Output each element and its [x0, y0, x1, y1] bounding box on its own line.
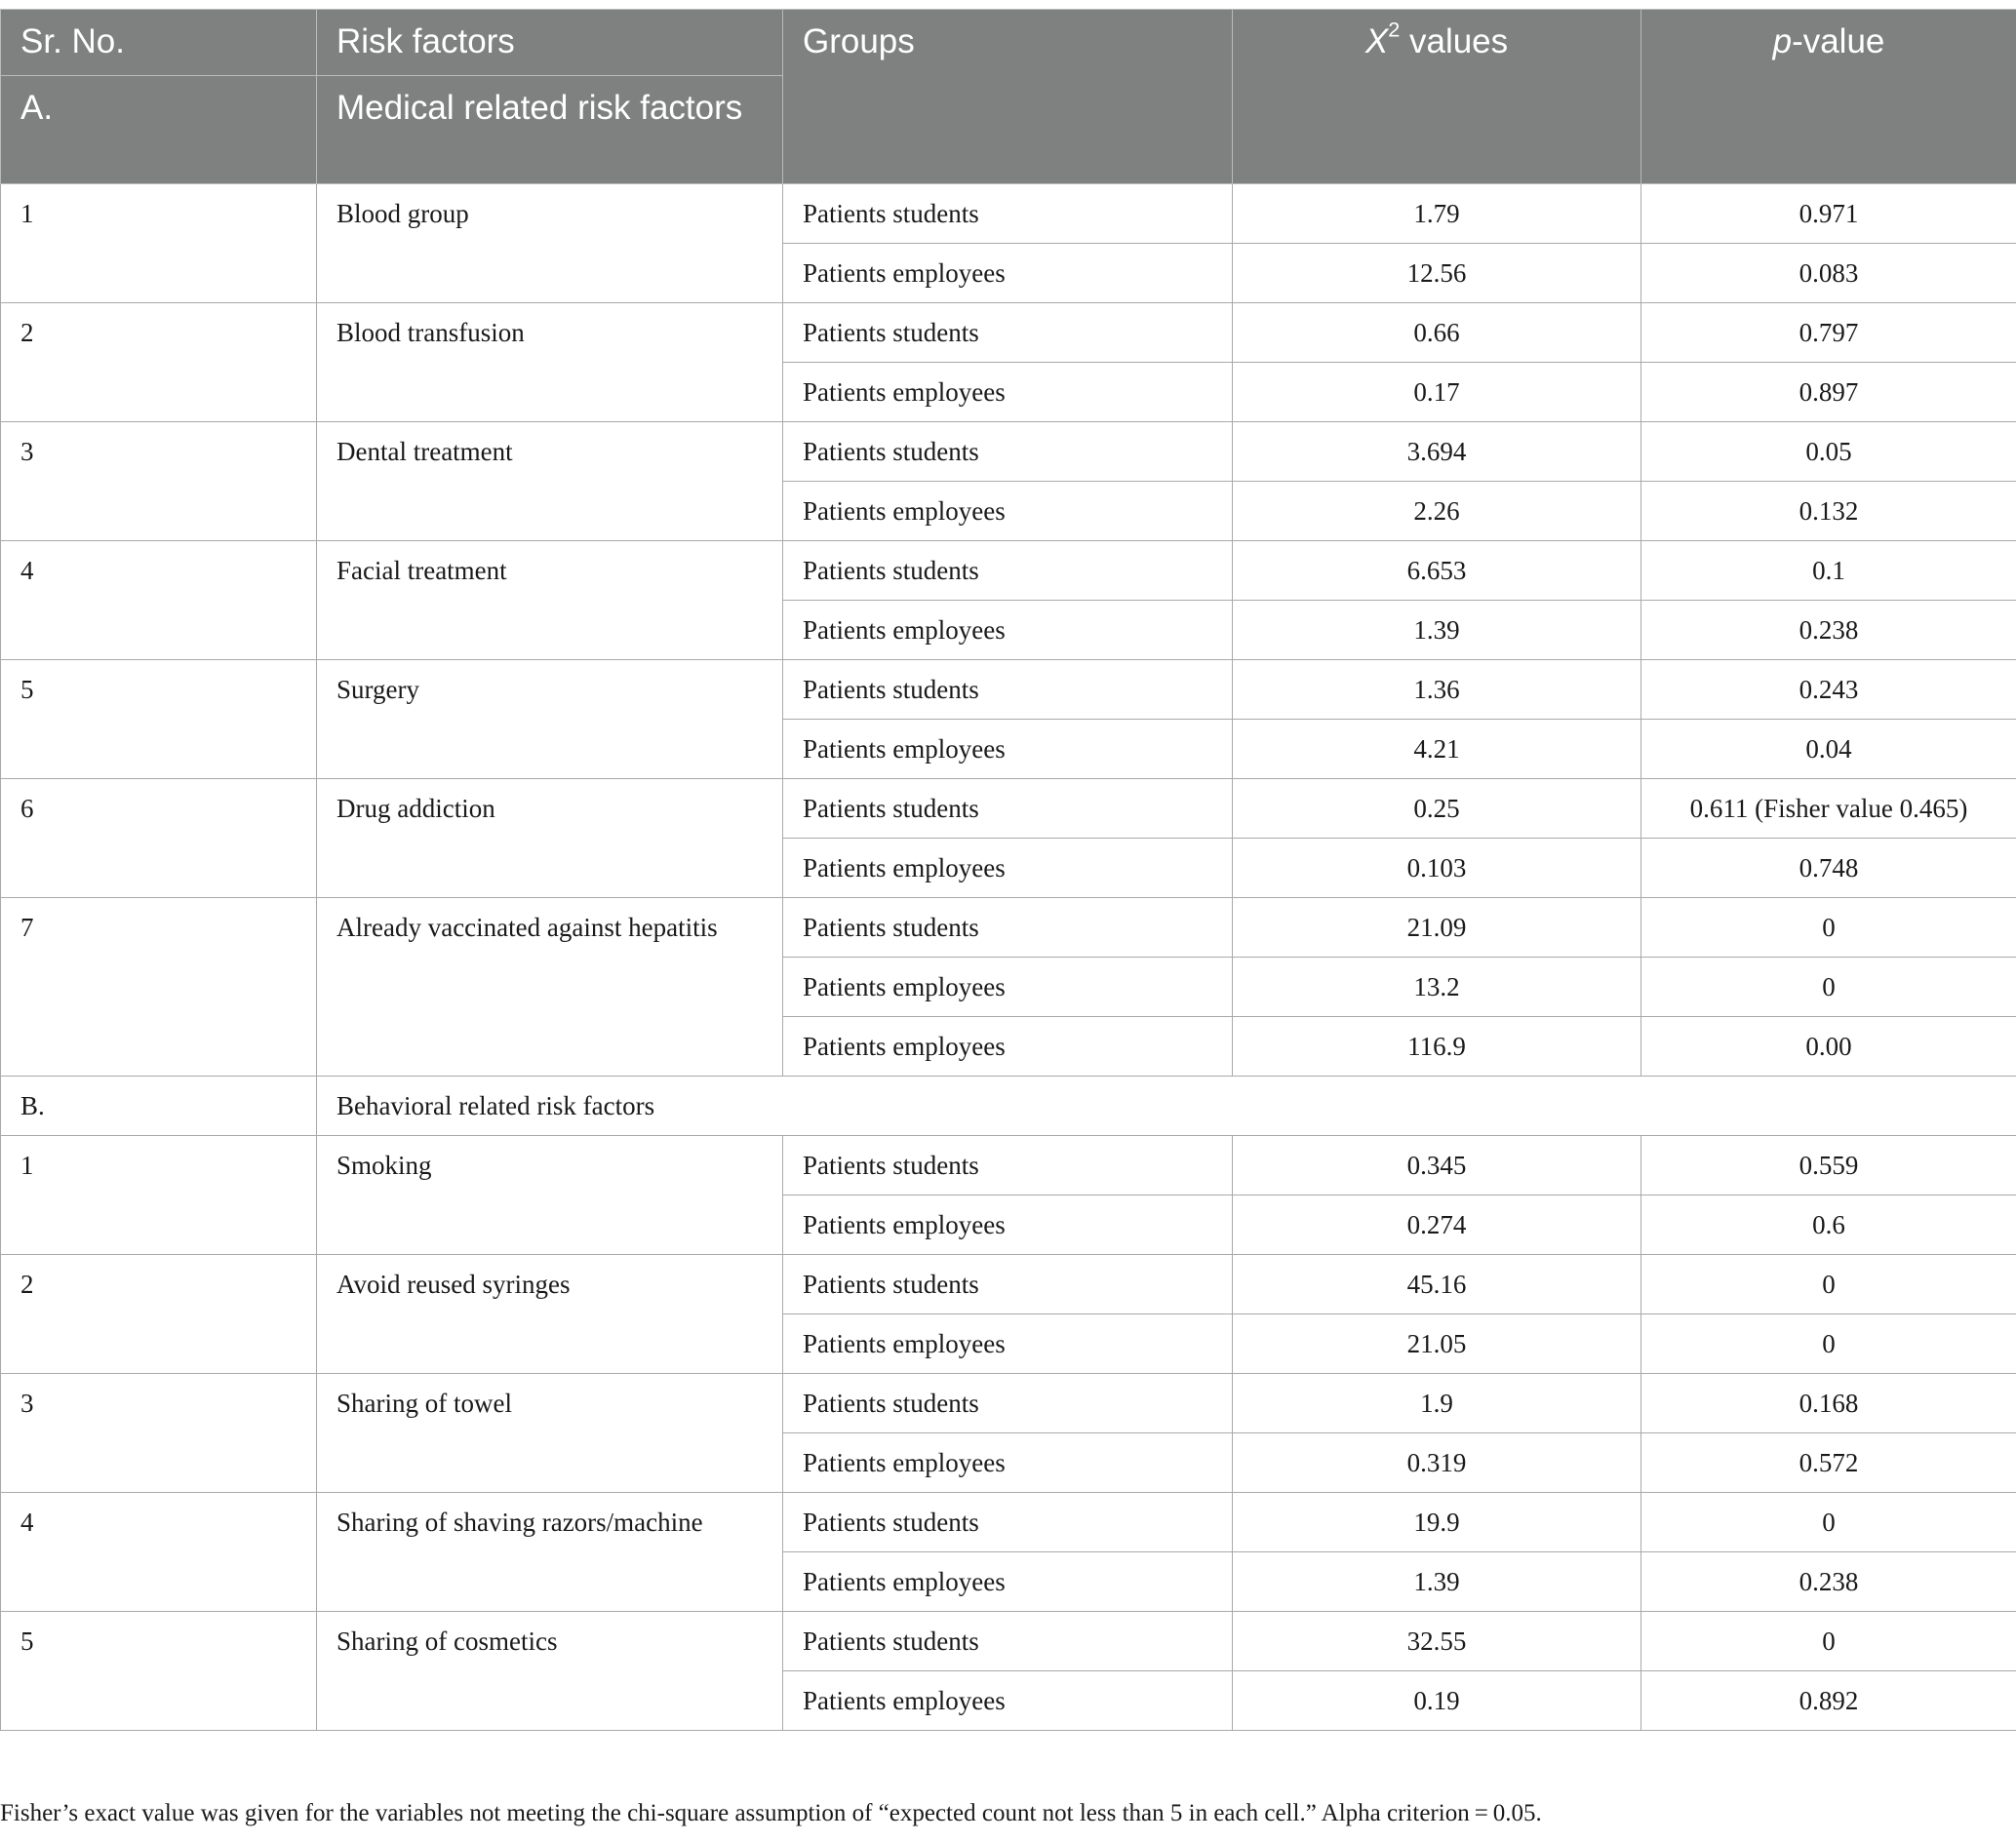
x2-value-cell: 0.319	[1233, 1433, 1641, 1493]
group-cell: Patients employees	[783, 1314, 1233, 1374]
section-b-id: B.	[1, 1077, 317, 1136]
x2-value-cell: 116.9	[1233, 1017, 1641, 1077]
risk-factor-cell: Avoid reused syringes	[317, 1255, 783, 1374]
p-value-cell: 0.238	[1641, 1552, 2016, 1612]
x2-value-cell: 1.39	[1233, 1552, 1641, 1612]
x2-value-cell: 19.9	[1233, 1493, 1641, 1552]
p-value-cell: 0.168	[1641, 1374, 2016, 1433]
group-cell: Patients students	[783, 1136, 1233, 1195]
group-cell: Patients employees	[783, 1552, 1233, 1612]
table-row	[1, 1374, 2016, 1433]
p-value-cell: 0.243	[1641, 660, 2016, 720]
x2-value-cell: 0.66	[1233, 303, 1641, 363]
x2-value-cell: 6.653	[1233, 541, 1641, 601]
x2-value-cell: 0.103	[1233, 839, 1641, 898]
x2-value-cell: 0.19	[1233, 1671, 1641, 1731]
p-value-cell: 0	[1641, 1314, 2016, 1374]
x2-value-cell: 2.26	[1233, 482, 1641, 541]
x2-value-cell: 21.05	[1233, 1314, 1641, 1374]
group-cell: Patients employees	[783, 1671, 1233, 1731]
p-value-cell: 0.083	[1641, 244, 2016, 303]
table-row	[1, 184, 2016, 244]
risk-factor-cell: Facial treatment	[317, 541, 783, 660]
group-cell: Patients employees	[783, 839, 1233, 898]
risk-factor-cell: Blood group	[317, 184, 783, 303]
row-number: 3	[1, 422, 317, 541]
p-value-cell: 0.611 (Fisher value 0.465)	[1641, 779, 2016, 839]
p-value-cell: 0.897	[1641, 363, 2016, 422]
table-row	[1, 779, 2016, 839]
group-cell: Patients employees	[783, 720, 1233, 779]
p-value-cell: 0.559	[1641, 1136, 2016, 1195]
x2-value-cell: 21.09	[1233, 898, 1641, 958]
col-header-groups: Groups	[783, 10, 1233, 184]
group-cell: Patients students	[783, 898, 1233, 958]
x2-value-cell: 4.21	[1233, 720, 1641, 779]
row-number: 4	[1, 541, 317, 660]
row-number: 2	[1, 1255, 317, 1374]
table-row	[1, 1612, 2016, 1671]
row-number: 7	[1, 898, 317, 1077]
x2-value-cell: 0.25	[1233, 779, 1641, 839]
p-symbol: p	[1772, 22, 1793, 60]
x2-value-cell: 0.345	[1233, 1136, 1641, 1195]
group-cell: Patients employees	[783, 1017, 1233, 1077]
x2-value-cell: 0.17	[1233, 363, 1641, 422]
p-value-cell: 0	[1641, 1612, 2016, 1671]
x2-value-cell: 1.9	[1233, 1374, 1641, 1433]
table-row	[1, 1136, 2016, 1195]
x2-value-cell: 45.16	[1233, 1255, 1641, 1314]
row-number: 2	[1, 303, 317, 422]
group-cell: Patients students	[783, 1612, 1233, 1671]
risk-factor-cell: Blood transfusion	[317, 303, 783, 422]
p-value-cell: 0.971	[1641, 184, 2016, 244]
p-value-cell: 0.748	[1641, 839, 2016, 898]
risk-factor-cell: Dental treatment	[317, 422, 783, 541]
row-number: 4	[1, 1493, 317, 1612]
risk-factor-cell: Smoking	[317, 1136, 783, 1255]
x2-value-cell: 32.55	[1233, 1612, 1641, 1671]
group-cell: Patients students	[783, 303, 1233, 363]
table-header	[1, 10, 2016, 184]
col-header-sr-no: Sr. No.	[1, 10, 317, 76]
p-value-cell: 0	[1641, 898, 2016, 958]
row-number: 1	[1, 184, 317, 303]
group-cell: Patients students	[783, 660, 1233, 720]
p-value-cell: 0.04	[1641, 720, 2016, 779]
row-number: 6	[1, 779, 317, 898]
x2-value-cell: 3.694	[1233, 422, 1641, 482]
x2-value-cell: 1.79	[1233, 184, 1641, 244]
p-value-cell: 0.572	[1641, 1433, 2016, 1493]
table-row	[1, 422, 2016, 482]
col-header-risk-factors: Risk factors	[317, 10, 783, 76]
x2-value-cell: 1.39	[1233, 601, 1641, 660]
section-a-body	[1, 184, 2016, 1077]
section-a-title: Medical related risk factors	[317, 76, 783, 184]
group-cell: Patients employees	[783, 601, 1233, 660]
col-header-x2-values	[1233, 10, 1641, 184]
group-cell: Patients students	[783, 541, 1233, 601]
x2-value-cell: 1.36	[1233, 660, 1641, 720]
group-cell: Patients employees	[783, 244, 1233, 303]
group-cell: Patients employees	[783, 482, 1233, 541]
group-cell: Patients employees	[783, 1433, 1233, 1493]
x2-value-cell: 13.2	[1233, 958, 1641, 1017]
group-cell: Patients students	[783, 184, 1233, 244]
p-value-cell: 0.6	[1641, 1195, 2016, 1255]
group-cell: Patients employees	[783, 958, 1233, 1017]
p-value-cell: 0	[1641, 958, 2016, 1017]
section-b-row	[1, 1077, 2016, 1136]
group-cell: Patients employees	[783, 363, 1233, 422]
group-cell: Patients students	[783, 422, 1233, 482]
group-cell: Patients employees	[783, 1195, 1233, 1255]
p-value-cell: 0.238	[1641, 601, 2016, 660]
x2-superscript: 2	[1388, 17, 1401, 42]
p-value-cell: 0.132	[1641, 482, 2016, 541]
risk-factor-cell: Drug addiction	[317, 779, 783, 898]
table-row	[1, 303, 2016, 363]
risk-factor-table	[0, 9, 2016, 1731]
p-value-cell: 0	[1641, 1493, 2016, 1552]
x2-suffix: values	[1400, 22, 1509, 60]
table-row	[1, 541, 2016, 601]
p-value-cell: 0.00	[1641, 1017, 2016, 1077]
group-cell: Patients students	[783, 1493, 1233, 1552]
p-value-cell: 0.892	[1641, 1671, 2016, 1731]
p-value-cell: 0.797	[1641, 303, 2016, 363]
table-row	[1, 1493, 2016, 1552]
p-suffix: -value	[1792, 22, 1885, 60]
group-cell: Patients students	[783, 779, 1233, 839]
table-row	[1, 898, 2016, 958]
p-value-cell: 0.1	[1641, 541, 2016, 601]
section-b-header	[1, 1077, 2016, 1136]
row-number: 3	[1, 1374, 317, 1493]
table-footnote: Fisher’s exact value was given for the variables not meeting the chi-square assumption of “expected count not less than 5 in each cell.” Alpha criterion = 0.05.	[0, 1800, 1542, 1826]
risk-factor-cell: Already vaccinated against hepatitis	[317, 898, 783, 1077]
row-number: 5	[1, 1612, 317, 1731]
p-value-cell: 0	[1641, 1255, 2016, 1314]
col-header-p-value	[1641, 10, 2016, 184]
section-b-body	[1, 1136, 2016, 1731]
risk-factor-cell: Sharing of shaving razors/machine	[317, 1493, 783, 1612]
table-row	[1, 1255, 2016, 1314]
risk-factor-cell: Sharing of towel	[317, 1374, 783, 1493]
row-number: 1	[1, 1136, 317, 1255]
p-value-cell: 0.05	[1641, 422, 2016, 482]
group-cell: Patients students	[783, 1374, 1233, 1433]
risk-factor-cell: Sharing of cosmetics	[317, 1612, 783, 1731]
x2-value-cell: 12.56	[1233, 244, 1641, 303]
row-number: 5	[1, 660, 317, 779]
section-a-id: A.	[1, 76, 317, 184]
section-b-title: Behavioral related risk factors	[317, 1077, 2016, 1136]
table-row	[1, 660, 2016, 720]
risk-factor-cell: Surgery	[317, 660, 783, 779]
x2-value-cell: 0.274	[1233, 1195, 1641, 1255]
x2-symbol: X	[1364, 22, 1389, 60]
group-cell: Patients students	[783, 1255, 1233, 1314]
